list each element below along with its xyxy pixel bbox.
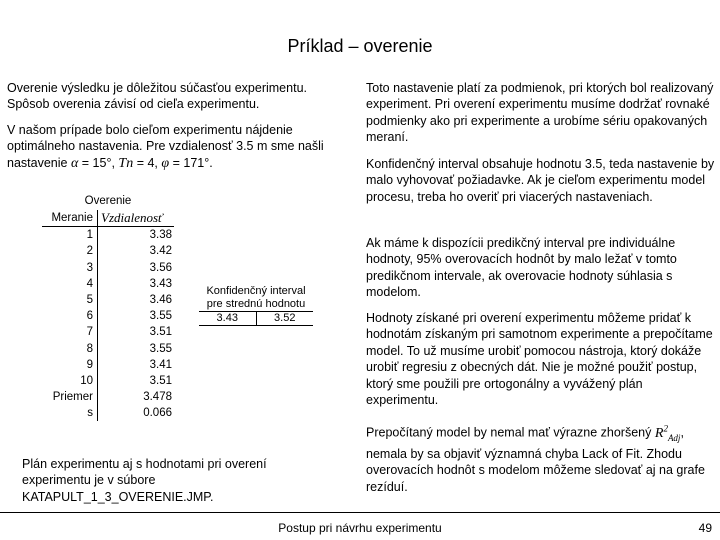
row-label: 5 [42, 292, 98, 308]
row-label: 9 [42, 357, 98, 373]
left-paragraph-3: Plán experimentu aj s hodnotami pri overení experimentu je v súbore KATAPULT_1_3_OVERENIE.JMP. [22, 457, 267, 504]
row-label: 7 [42, 324, 98, 340]
table-row [42, 243, 174, 259]
row-value: 3.38 [149, 229, 172, 242]
verification-table [42, 192, 174, 421]
right-paragraph-4: Hodnoty získané pri overení experimentu môžeme pridať k hodnotám získaným pri samotnom experimente a prepočítame model. To už musíme urobiť pomocou nástroja, ktorý dokáže urobiť regresiu z obecných dát. Nie je možné použiť postup, ktorý sme použili pre ortogonálny a vyvážený plán experimentu. [366, 311, 713, 408]
row-label: s [42, 405, 98, 421]
row-value: 3.56 [149, 261, 172, 274]
row-value: 3.42 [149, 245, 172, 258]
column-header-distance: Vzdialenosť [101, 210, 163, 225]
row-value: 3.46 [149, 293, 172, 306]
table-header-row [42, 210, 174, 227]
alpha-value: = 15°, [78, 155, 119, 170]
row-value: 3.43 [149, 277, 172, 290]
row-label: 3 [42, 260, 98, 276]
left-paragraph-2 [7, 122, 347, 172]
row-value: 3.51 [149, 374, 172, 387]
right-paragraph-5-post: , nemala by sa objaviť významná chyba Lack of Fit. Zhodu overovacích hodnôt s modelom môžeme sledovať aj na grafe rezíduí. [366, 425, 705, 494]
column-header-measurement: Meranie [42, 210, 98, 226]
r2-symbol [654, 423, 681, 443]
row-label: 1 [42, 227, 98, 243]
right-paragraph-5-pre: Prepočítaný model by nemal mať výrazne zhoršený [366, 425, 652, 440]
ci-values [199, 312, 313, 326]
r2-superscript: 2 [663, 423, 668, 433]
table-caption: Overenie [84, 195, 132, 207]
row-value: 3.41 [149, 358, 172, 371]
table-row [42, 357, 174, 373]
alpha-symbol: α [70, 155, 79, 171]
table-row [42, 260, 174, 276]
table-row [42, 308, 174, 324]
table-body [42, 227, 174, 421]
row-label: 6 [42, 308, 98, 324]
footer-text: Postup pri návrhu experimentu [278, 521, 442, 535]
row-value: 3.55 [149, 310, 172, 323]
row-value: 0.066 [143, 407, 172, 420]
row-value: 3.55 [149, 342, 172, 355]
ci-low: 3.43 [199, 312, 257, 325]
row-label: 10 [42, 373, 98, 389]
row-label: 8 [42, 341, 98, 357]
left-paragraph-2-text: V našom prípade bolo cieľom experimentu nájdenie optimálneho nastavenia. Pre vzdialenosť 3.5 m sme našli nastavenie [7, 123, 324, 170]
page-number: 49 [698, 521, 712, 535]
ci-high: 3.52 [274, 312, 296, 324]
table-row [42, 373, 174, 389]
phi-symbol: φ [161, 155, 170, 171]
row-value: 3.51 [149, 326, 172, 339]
right-paragraph-1: Toto nastavenie platí za podmienok, pri ktorých bol realizovaný experiment. Pri overení experimentu musíme dodržať rovnaké podmienky ako pri experimente a urobíme sériu opakovaných meraní. [366, 81, 714, 145]
phi-value: = 171°. [169, 155, 213, 170]
table-row [42, 389, 174, 405]
table-row [42, 227, 174, 243]
table-row [42, 405, 174, 421]
row-value: 3.478 [143, 391, 172, 404]
footer-divider [0, 512, 720, 513]
table-row [42, 324, 174, 340]
tn-symbol: Tn [118, 155, 134, 171]
right-paragraph-5 [366, 420, 706, 495]
table-row [42, 341, 174, 357]
r2-subscript: Adj [667, 432, 681, 443]
ci-title-line-1: Konfidenčný interval [206, 285, 306, 297]
table-row [42, 276, 174, 292]
r2-letter: R [654, 425, 664, 441]
right-paragraph-2: Konfidenčný interval obsahuje hodnotu 3.5, teda nastavenie by malo vyhovovať požiadavke. Ak je cieľom experimentu model procesu, treba ho overiť pri viacerých nastaveniach. [366, 157, 715, 204]
row-label: Priemer [42, 389, 98, 405]
right-paragraph-3: Ak máme k dispozícii predikčný interval pre individuálne hodnoty, 95% overovacích hodnôt by malo ležať v tomto predikčnom intervale, ak overovacie hodnoty súhlasia s modelom. [366, 236, 677, 300]
ci-title-line-2: pre strednú hodnotu [199, 298, 313, 312]
table-row [42, 292, 174, 308]
row-label: 2 [42, 243, 98, 259]
left-paragraph-1: Overenie výsledku je dôležitou súčasťou experimentu. Spôsob overenia závisí od cieľa experimentu. [7, 81, 307, 112]
slide-title: Príklad – overenie [287, 36, 433, 56]
confidence-interval-box [199, 285, 313, 326]
row-label: 4 [42, 276, 98, 292]
tn-value: = 4, [133, 155, 162, 170]
